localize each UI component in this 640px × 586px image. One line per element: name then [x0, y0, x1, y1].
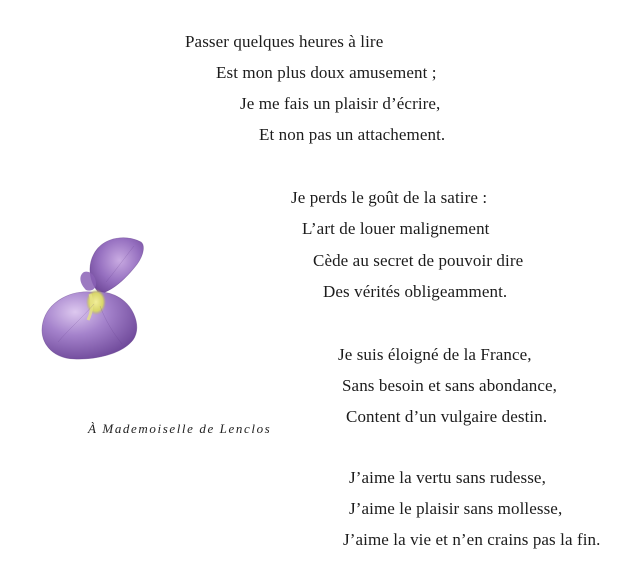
- violet-petals-icon: [30, 232, 155, 367]
- dedication: À Mademoiselle de Lenclos: [88, 421, 272, 436]
- poem-line: Est mon plus doux amusement ;: [216, 63, 437, 82]
- poem-line: Je me fais un plaisir d’écrire,: [240, 94, 441, 113]
- poem-line: Des vérités obligeamment.: [323, 282, 508, 301]
- poem-line: Je suis éloigné de la France,: [338, 345, 532, 364]
- poem-line: Passer quelques heures à lire: [185, 32, 384, 51]
- poem-line: L’art de louer malignement: [302, 219, 490, 238]
- poem-line: Je perds le goût de la satire :: [291, 188, 488, 207]
- poem-line: Content d’un vulgaire destin.: [346, 407, 548, 426]
- poem-line: J’aime la vertu sans rudesse,: [349, 468, 546, 487]
- poem-line: J’aime la vie et n’en crains pas la fin.: [343, 530, 601, 549]
- poem-line: J’aime le plaisir sans mollesse,: [349, 499, 563, 518]
- poem-line: Cède au secret de pouvoir dire: [313, 251, 524, 270]
- poem-line: Sans besoin et sans abondance,: [342, 376, 557, 395]
- poem-line: Et non pas un attachement.: [259, 125, 446, 144]
